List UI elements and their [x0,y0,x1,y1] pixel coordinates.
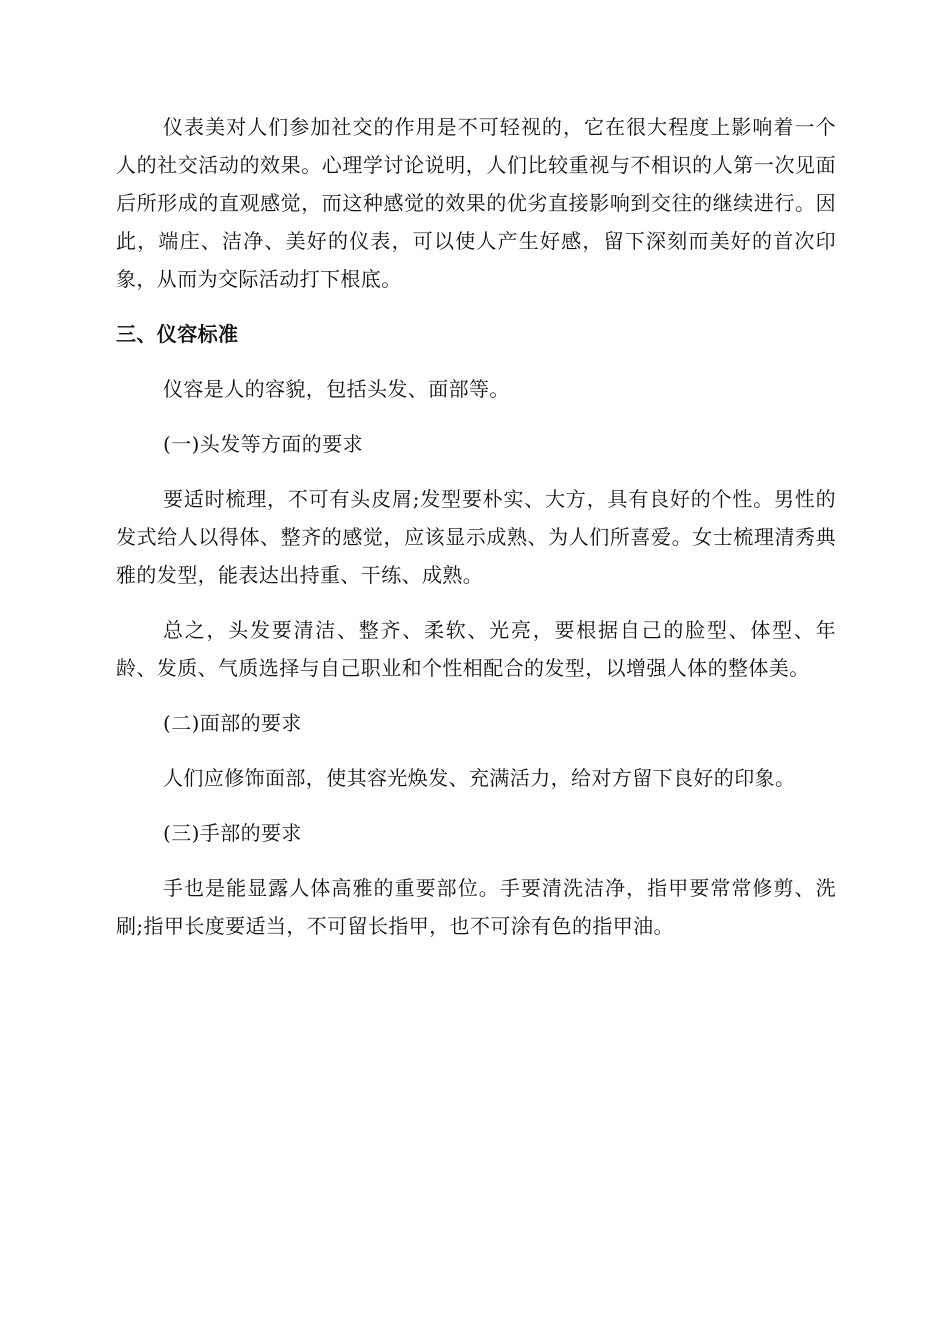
definition-paragraph: 仪容是人的容貌，包括头发、面部等。 [163,377,510,401]
hair-summary-paragraph: 总之，头发要清洁、整齐、柔软、光亮，要根据自己的脸型、体型、年龄、发质、气质选择与自己职业和个性相配合的发型，以增强人体的整体美。 [116,618,836,680]
face-paragraph: 人们应修饰面部，使其容光焕发、充满活力，给对方留下良好的印象。 [163,766,796,790]
intro-paragraph: 仪表美对人们参加社交的作用是不可轻视的，它在很大程度上影响着一个人的社交活动的效果。心理学讨论说明，人们比较重视与不相识的人第一次见面后所形成的直观感觉，而这种感觉的效果的优劣直接影响到交往的继续进行。因此，端庄、洁净、美好的仪表，可以使人产生好感，留下深刻而美好的首次印象，从而为交际活动打下根底。 [116,115,836,291]
hands-paragraph: 手也是能显露人体高雅的重要部位。手要清洗洁净，指甲要常常修剪、洗刷;指甲长度要适当，不可留长指甲，也不可涂有色的指甲油。 [116,876,836,938]
hair-paragraph: 要适时梳理，不可有头皮屑;发型要朴实、大方，具有良好的个性。男性的发式给人以得体、整齐的感觉，应该显示成熟、为人们所喜爱。女士梳理清秀典雅的发型，能表达出持重、干练、成熟。 [116,487,836,587]
document-page [116,108,836,962]
subheading-hair: (一)头发等方面的要求 [163,432,364,456]
subheading-hands: (三)手部的要求 [163,821,302,845]
section-heading: 三、仪容标准 [116,322,239,346]
subheading-face: (二)面部的要求 [163,711,302,735]
